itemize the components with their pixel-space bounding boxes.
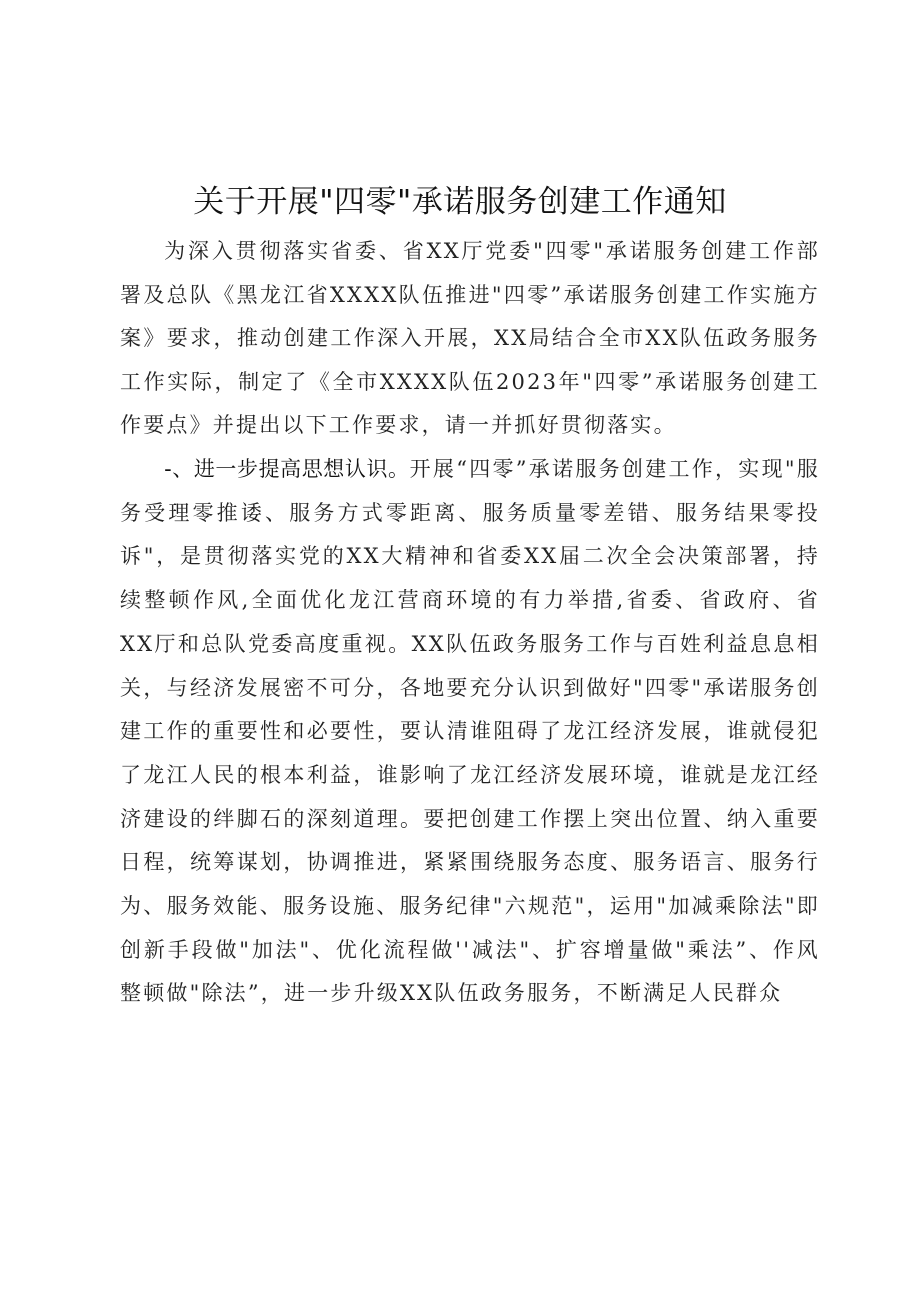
body-paragraph-intro bbox=[120, 230, 820, 448]
body-paragraph-section-1 bbox=[120, 448, 820, 1016]
document-title: 关于开展"四零"承诺服务创建工作通知 bbox=[193, 184, 727, 220]
paragraph-text: 开展“四零”承诺服务创建工作，实现"服务受理零推诿、服务方式零距离、服务质量零差错、服务结果零投诉"，是贯彻落实党的XX大精神和省委XX届二次全会决策部署，持续整顿作风,全面优化龙江营商环境的有力举措,省委、省政府、省XX厅和总队党委高度重视。XX队伍政务服务工作与百姓利益息息相关，与经济发展密不可分，各地要充分认识到做好"四零"承诺服务创建工作的重要性和必要性，要认清谁阻碍了龙江经济发展，谁就侵犯了龙江人民的根本利益，谁影响了龙江经济发展环境，谁就是龙江经济建设的绊脚石的深刻道理。要把创建工作摆上突出位置、纳入重要日程，统筹谋划，协调推进，紧紧围绕服务态度、服务语言、服务行为、服务效能、服务设施、服务纪律"六规范"，运用"加减乘除法"即创新手段做"加法"、优化流程做''减法"、扩容增量做"乘法”、作风整顿做"除法”，进一步升级XX队伍政务服务，不断满足人民群众 bbox=[120, 457, 821, 1006]
paragraph-text: 为深入贯彻落实省委、省XX厅党委"四零"承诺服务创建工作部署及总队《黑龙江省XXXX队伍推进"四零”承诺服务创建工作实施方案》要求，推动创建工作深入开展，XX局结合全市XX队伍政务服务工作实际，制定了《全市XXXX队伍2023年"四零”承诺服务创建工作要点》并提出以下工作要求，请一并抓好贯彻落实。 bbox=[120, 239, 820, 437]
section-heading: -、进一步提高思想认识。 bbox=[164, 457, 410, 481]
